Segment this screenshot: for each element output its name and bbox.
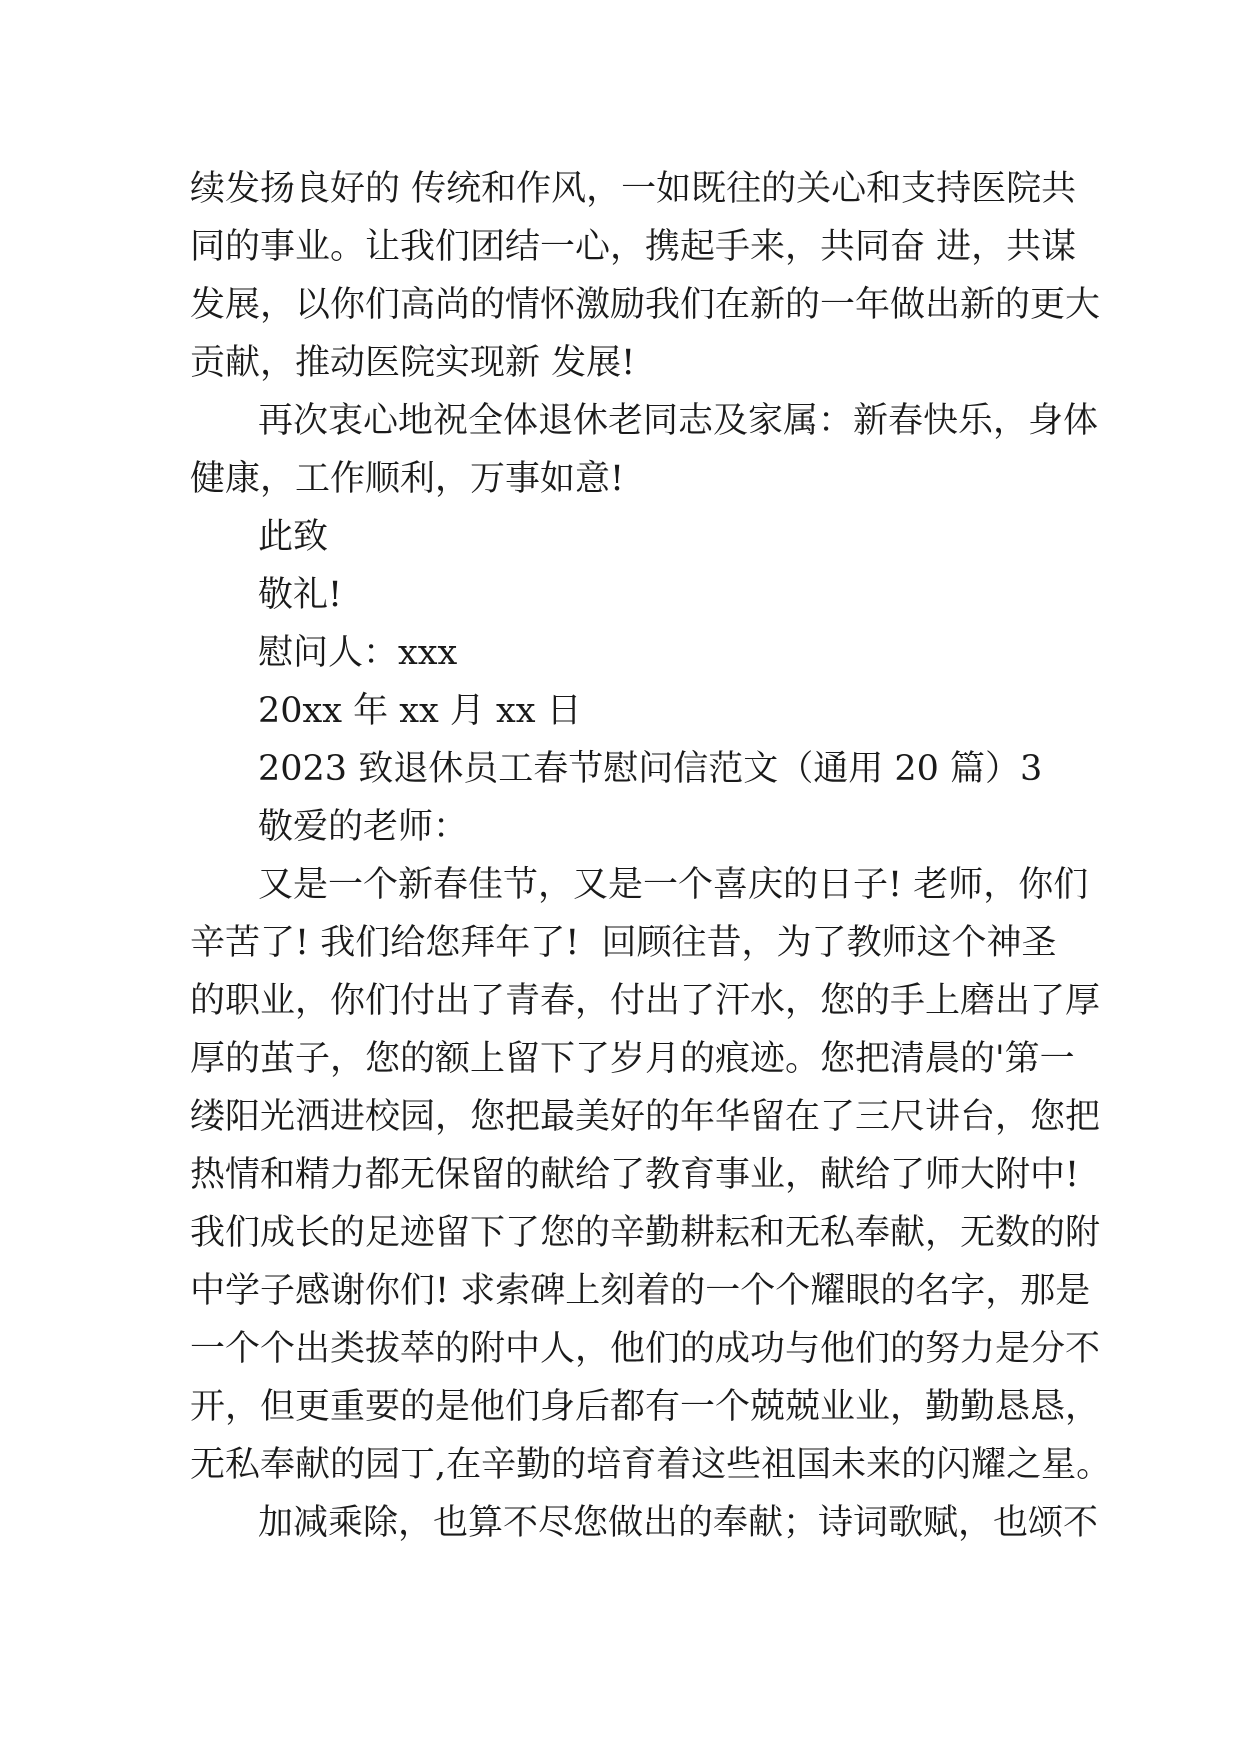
- signer-line: 慰问人：xxx: [258, 633, 458, 673]
- salutation: 敬爱的老师：: [258, 807, 469, 847]
- paragraph-line: 续发扬良好的 传统和作风，一如既往的关心和支持医院共: [190, 169, 1077, 209]
- paragraph-line: 热情和精力都无保留的献给了教育事业，献给了师大附中!: [190, 1155, 1080, 1195]
- paragraph-line: 发展，以你们高尚的情怀激励我们在新的一年做出新的更大: [190, 285, 1101, 325]
- paragraph-line: 开，但更重要的是他们身后都有一个兢兢业业，勤勤恳恳，: [190, 1387, 1101, 1427]
- paragraph-line: 缕阳光洒进校园，您把最美好的年华留在了三尺讲台，您把: [190, 1097, 1101, 1137]
- closing-regards: 敬礼!: [258, 575, 343, 615]
- paragraph-line: 再次衷心地祝全体退休老同志及家属：新春快乐，身体: [258, 401, 1099, 441]
- paragraph-line: 健康，工作顺利，万事如意!: [190, 459, 625, 499]
- section-heading: 2023 致退休员工春节慰问信范文（通用 20 篇）3: [258, 749, 1043, 789]
- date-line: 20xx 年 xx 月 xx 日: [258, 691, 582, 731]
- paragraph-line: 又是一个新春佳节，又是一个喜庆的日子! 老师，你们: [258, 865, 1089, 905]
- paragraph-line: 的职业，你们付出了青春，付出了汗水，您的手上磨出了厚: [190, 981, 1101, 1021]
- paragraph-line: 辛苦了! 我们给您拜年了! 回顾往昔，为了教师这个神圣: [190, 923, 1057, 963]
- paragraph-line: 无私奉献的园丁,在辛勤的培育着这些祖国未来的闪耀之星。: [190, 1445, 1112, 1485]
- closing-line: 此致: [258, 517, 329, 557]
- paragraph-line: 一个个出类拔萃的附中人，他们的成功与他们的努力是分不: [190, 1329, 1101, 1369]
- paragraph-line: 同的事业。让我们团结一心，携起手来，共同奋 进，共谋: [190, 227, 1077, 267]
- letter-body: [190, 160, 1112, 1552]
- paragraph-line: 我们成长的足迹留下了您的辛勤耕耘和无私奉献，无数的附: [190, 1213, 1101, 1253]
- paragraph-line: 贡献，推动医院实现新 发展!: [190, 343, 636, 383]
- paragraph-line: 中学子感谢你们! 求索碑上刻着的一个个耀眼的名字，那是: [190, 1271, 1091, 1311]
- paragraph-line: 加减乘除，也算不尽您做出的奉献；诗词歌赋，也颂不: [258, 1503, 1099, 1543]
- paragraph-line: 厚的茧子，您的额上留下了岁月的痕迹。您把清晨的'第一: [190, 1039, 1075, 1079]
